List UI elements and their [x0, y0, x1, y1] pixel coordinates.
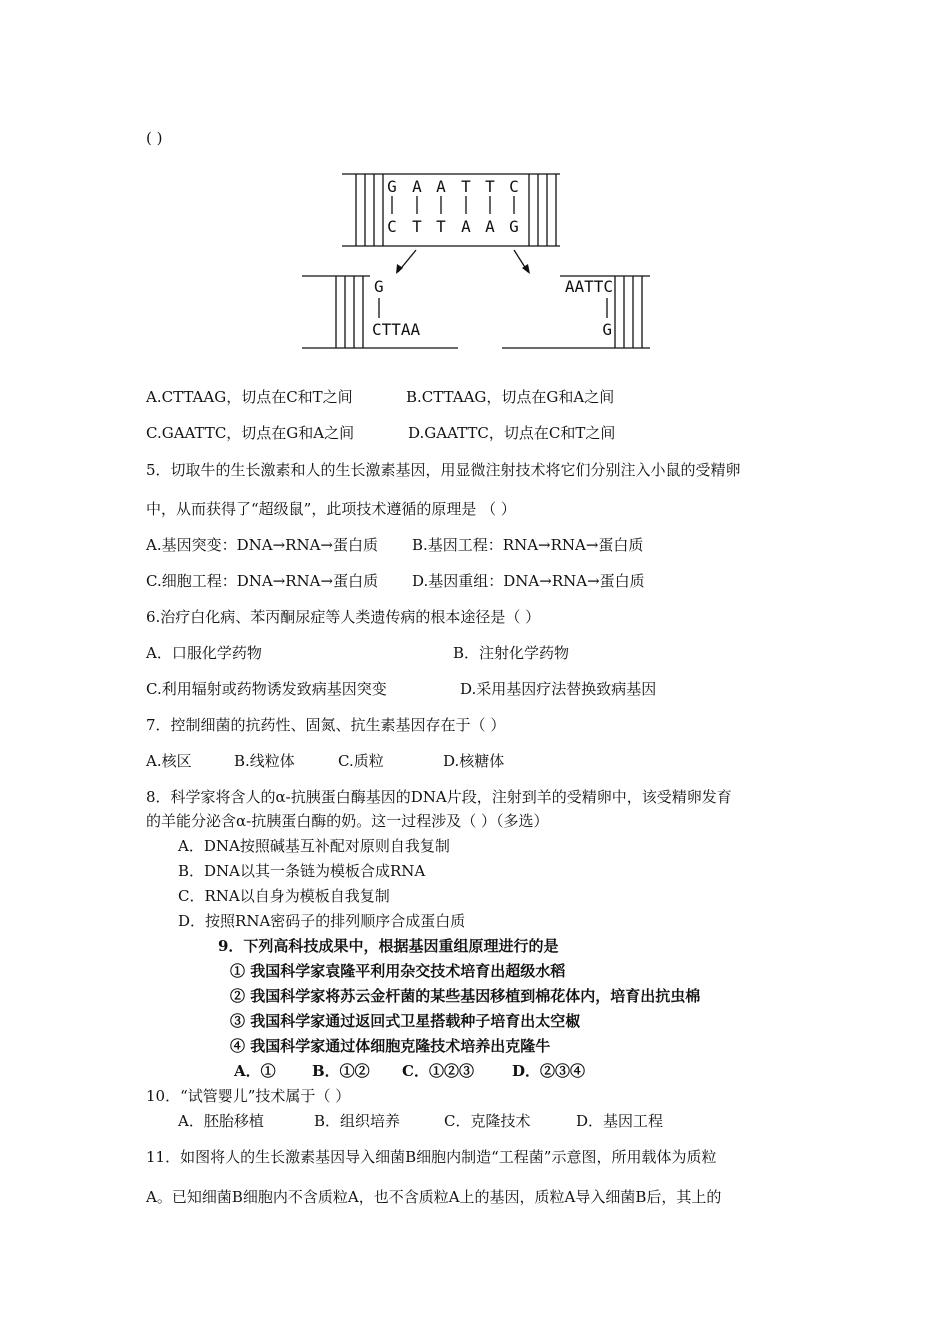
q9-option-c: C．①②③: [402, 1062, 474, 1080]
bottom-strand-base-5: A: [485, 217, 495, 236]
top-strand-base-4: T: [461, 177, 471, 196]
q9-item-4: ④ 我国科学家通过体细胞克隆技术培养出克隆牛: [230, 1037, 551, 1055]
q7-option-c: C.质粒: [338, 752, 384, 770]
q9-option-d: D．②③④: [512, 1062, 586, 1080]
top-strand-base-5: T: [485, 177, 495, 196]
q8-stem-line2: 的羊能分泌含α-抗胰蛋白酶的奶。这一过程涉及（ ）（多选）: [146, 812, 549, 830]
q7-stem: 7．控制细菌的抗药性、固氮、抗生素基因存在于（ ）: [146, 716, 506, 734]
q5-stem-line1: 5．切取牛的生长激素和人的生长激素基因，用显微注射技术将它们分别注入小鼠的受精卵: [146, 461, 741, 479]
q7-option-a: A.核区: [146, 752, 192, 770]
q6-option-d: D.采用基因疗法替换致病基因: [460, 680, 657, 698]
q6-option-b: B．注射化学药物: [453, 644, 570, 662]
top-strand-base-1: G: [387, 177, 397, 196]
q9-option-a: A．①: [234, 1062, 276, 1080]
q8-option-d: D．按照RNA密码子的排列顺序合成蛋白质: [178, 912, 466, 930]
top-strand-base-3: A: [436, 177, 446, 196]
bottom-strand-base-1: C: [387, 217, 397, 236]
top-strand-base-2: A: [412, 177, 422, 196]
q5-option-a: A.基因突变：DNA→RNA→蛋白质: [146, 536, 378, 554]
q9-item-2: ② 我国科学家将苏云金杆菌的某些基因移植到棉花体内，培育出抗虫棉: [230, 987, 701, 1005]
bottom-strand-base-2: T: [412, 217, 422, 236]
q10-option-b: B．组织培养: [314, 1112, 401, 1130]
right-fragment-top: AATTC: [564, 277, 613, 296]
q6-stem: 6.治疗白化病、苯丙酮尿症等人类遗传病的根本途径是（ ）: [146, 608, 541, 626]
q4-option-c: C.GAATTC，切点在G和A之间: [146, 424, 355, 442]
q4-option-a: A.CTTAAG，切点在C和T之间: [146, 388, 353, 406]
q10-option-c: C．克隆技术: [444, 1112, 531, 1130]
left-fragment-top: G: [374, 277, 384, 296]
q6-option-a: A．口服化学药物: [146, 644, 262, 662]
q10-stem: 10．“试管婴儿”技术属于（ ）: [146, 1087, 351, 1105]
q9-item-1: ① 我国科学家袁隆平利用杂交技术培育出超级水稻: [230, 962, 566, 980]
q10-option-d: D．基因工程: [576, 1112, 664, 1130]
q7-option-b: B.线粒体: [234, 752, 295, 770]
q11-stem-line2: A。已知细菌B细胞内不含质粒A，也不含质粒A上的基因，质粒A导入细菌B后，其上的: [146, 1188, 722, 1206]
q9-item-3: ③ 我国科学家通过返回式卫星搭载种子培育出太空椒: [230, 1012, 581, 1030]
q9-option-b: B．①②: [312, 1062, 370, 1080]
q5-stem-line2: 中，从而获得了“超级鼠”，此项技术遵循的原理是 （ ）: [146, 500, 516, 518]
right-fragment-bottom: G: [602, 320, 612, 339]
q8-stem-line1: 8．科学家将含人的α-抗胰蛋白酶基因的DNA片段，注射到羊的受精卵中，该受精卵发育: [146, 788, 732, 806]
q4-option-b: B.CTTAAG，切点在G和A之间: [406, 388, 615, 406]
bottom-strand-base-6: G: [509, 217, 519, 236]
q5-option-d: D.基因重组：DNA→RNA→蛋白质: [412, 572, 645, 590]
q11-stem-line1: 11．如图将人的生长激素基因导入细菌B细胞内制造“工程菌”示意图，所用载体为质粒: [146, 1148, 717, 1166]
bottom-strand-base-3: T: [436, 217, 446, 236]
q10-option-a: A．胚胎移植: [178, 1112, 264, 1130]
top-strand-base-6: C: [509, 177, 519, 196]
q4-option-d: D.GAATTC，切点在C和T之间: [408, 424, 616, 442]
answer-bracket: ( ): [146, 129, 163, 147]
q5-option-c: C.细胞工程：DNA→RNA→蛋白质: [146, 572, 379, 590]
q5-option-b: B.基因工程：RNA→RNA→蛋白质: [412, 536, 644, 554]
left-fragment-bottom: CTTAA: [372, 320, 421, 339]
q6-option-c: C.利用辐射或药物诱发致病基因突变: [146, 680, 387, 698]
q7-option-d: D.核糖体: [443, 752, 505, 770]
q9-stem: 9．下列高科技成果中，根据基因重组原理进行的是: [218, 937, 559, 955]
q8-option-b: B．DNA以其一条链为模板合成RNA: [178, 862, 426, 880]
q8-option-a: A．DNA按照碱基互补配对原则自我复制: [178, 837, 450, 855]
restriction-site-diagram: [296, 168, 656, 352]
q8-option-c: C．RNA以自身为模板自我复制: [178, 887, 390, 905]
bottom-strand-base-4: A: [461, 217, 471, 236]
